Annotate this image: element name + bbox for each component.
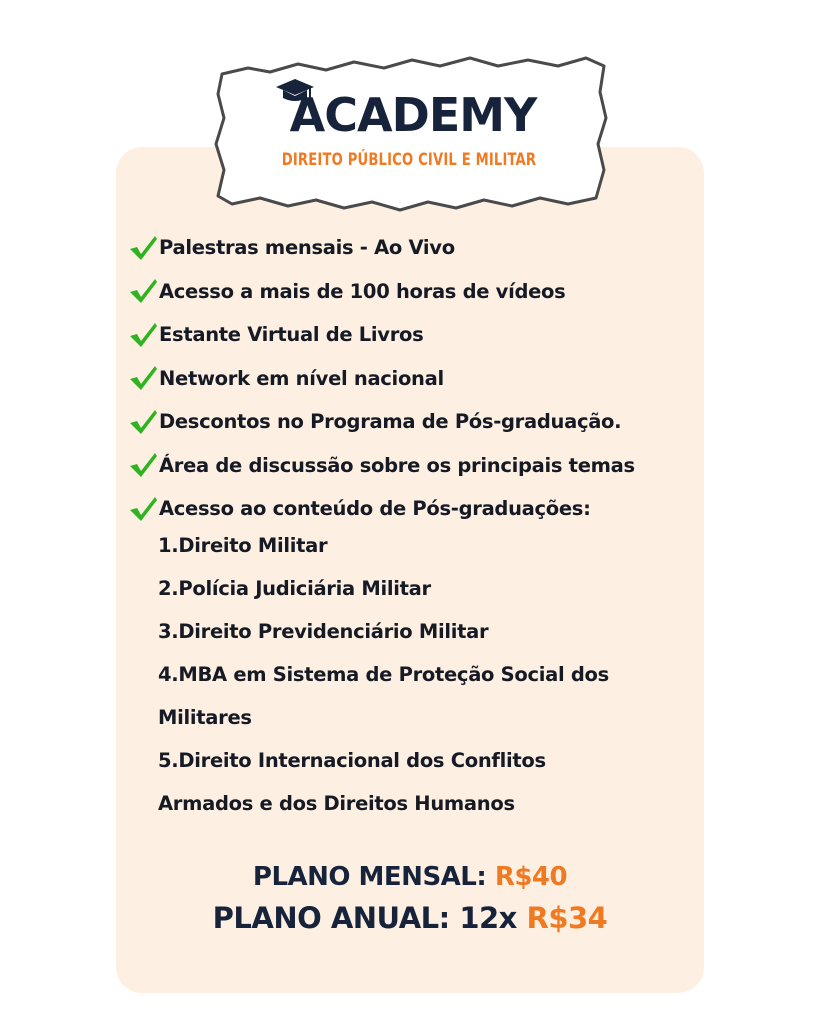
list-item xyxy=(128,270,708,314)
check-icon xyxy=(128,408,158,436)
monthly-plan-price: R$40 xyxy=(494,862,568,892)
benefit-text: Descontos no Programa de Pós-graduação. xyxy=(159,410,622,434)
course-item: 5.Direito Internacional dos Conflitos xyxy=(158,749,546,772)
courses-list xyxy=(158,524,698,825)
check-icon xyxy=(128,277,158,305)
course-item: 1.Direito Militar xyxy=(158,534,328,557)
course-item: Armados e dos Direitos Humanos xyxy=(158,792,515,815)
annual-plan-label: PLANO ANUAL: 12x xyxy=(212,901,527,935)
course-item: 2.Polícia Judiciária Militar xyxy=(158,577,431,600)
check-icon xyxy=(128,234,158,262)
logo-subtitle: DIREITO PÚBLICO CIVIL E MILITAR xyxy=(281,150,537,170)
annual-plan xyxy=(116,896,704,940)
check-icon xyxy=(128,451,158,479)
course-item: Militares xyxy=(158,706,252,729)
benefit-text: Acesso a mais de 100 horas de vídeos xyxy=(159,279,566,303)
list-item xyxy=(128,313,708,357)
list-item xyxy=(128,357,708,401)
logo-title: ACADEMY xyxy=(289,88,537,142)
pricing-plans xyxy=(116,858,704,940)
check-icon xyxy=(128,321,158,349)
course-item: 3.Direito Previdenciário Militar xyxy=(158,620,489,643)
list-item xyxy=(128,400,708,444)
annual-plan-price: R$34 xyxy=(526,901,608,935)
list-item xyxy=(128,444,708,488)
monthly-plan-label: PLANO MENSAL: xyxy=(252,862,495,892)
benefit-text: Área de discussão sobre os principais temas xyxy=(159,453,635,477)
benefit-text: Palestras mensais - Ao Vivo xyxy=(159,236,455,260)
benefit-text: Network em nível nacional xyxy=(159,366,444,390)
monthly-plan xyxy=(116,858,704,896)
logo-badge xyxy=(208,52,610,212)
check-icon xyxy=(128,495,158,523)
benefit-text: Estante Virtual de Livros xyxy=(159,323,424,347)
benefit-text: Acesso ao conteúdo de Pós-graduações: xyxy=(159,497,591,521)
list-item xyxy=(128,226,708,270)
benefits-list xyxy=(128,226,708,531)
check-icon xyxy=(128,364,158,392)
course-item: 4.MBA em Sistema de Proteção Social dos xyxy=(158,663,609,686)
